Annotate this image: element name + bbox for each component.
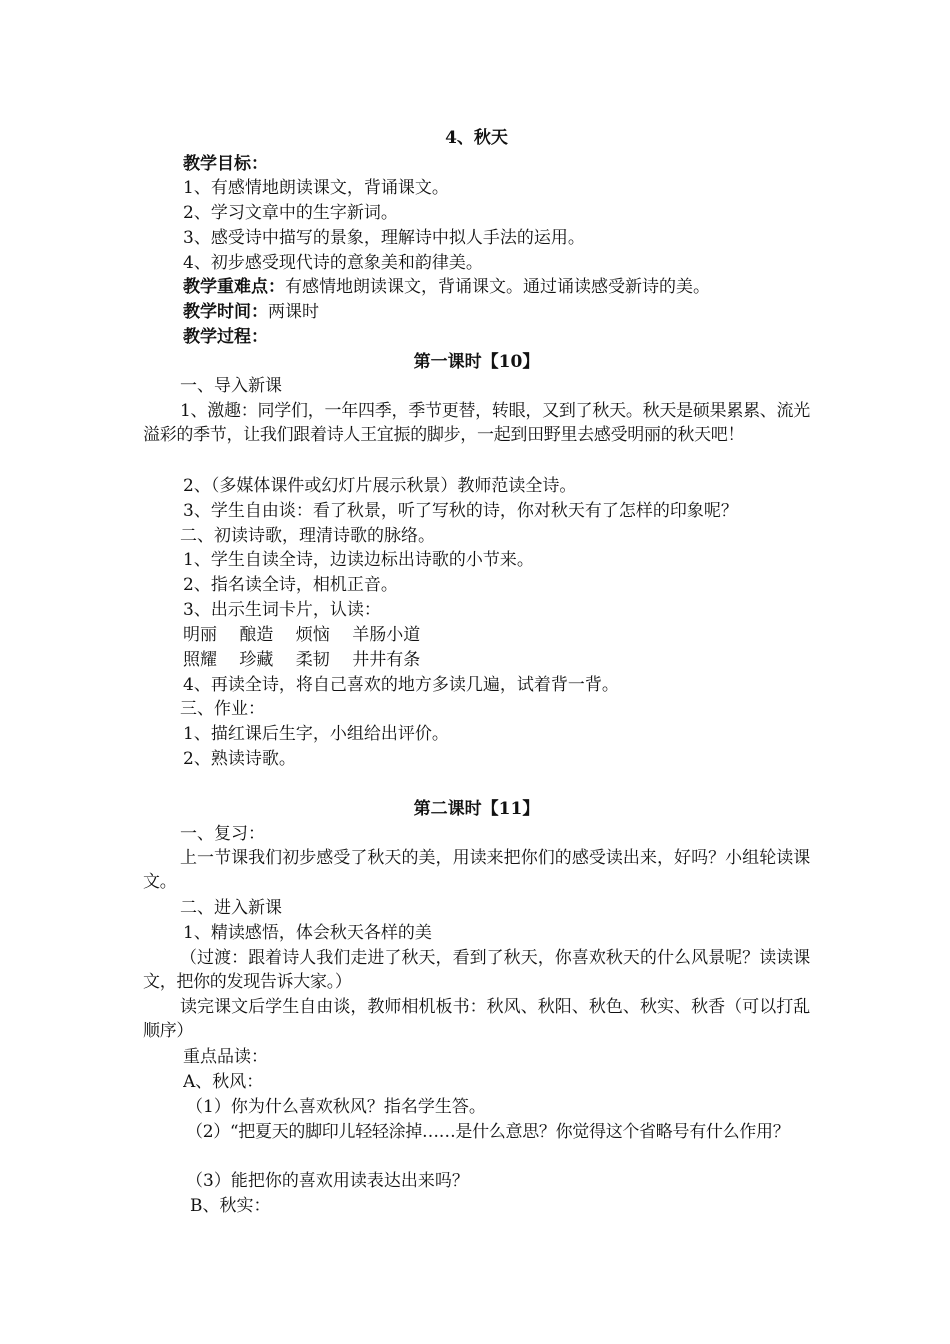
goal-item: 1、有感情地朗读课文，背诵课文。 [183, 178, 449, 198]
paragraph: 3、出示生词卡片，认读： [183, 600, 381, 620]
paragraph: 1、激趣：同学们，一年四季，季节更替，转眼，又到了秋天。秋天是硕果累累、流光溢彩的季节，让我们跟着诗人王宜振的脚步，一起到田野里去感受明丽的秋天吧！ [143, 401, 810, 445]
word-list: 照耀 珍藏 柔韧 井井有条 [183, 650, 421, 670]
question: （3）能把你的喜欢用读表达出来吗？ [186, 1171, 469, 1191]
key-points-text: 有感情地朗读课文，背诵课文。通过诵读感受新诗的美。 [285, 277, 710, 297]
key-points [183, 275, 850, 299]
subsection-heading: B、秋实： [190, 1196, 271, 1216]
teaching-time [183, 300, 850, 324]
paragraph: 读完课文后学生自由谈，教师相机板书：秋风、秋阳、秋色、秋实、秋香（可以打乱顺序） [143, 997, 810, 1041]
paragraph: （过渡：跟着诗人我们走进了秋天，看到了秋天，你喜欢秋天的什么风景呢？读读课文，把你的发现告诉大家。） [143, 948, 810, 992]
goal-item: 3、感受诗中描写的景象，理解诗中拟人手法的运用。 [183, 228, 585, 248]
section-heading: 二、进入新课 [180, 898, 282, 918]
goals-heading: 教学目标： [183, 154, 268, 174]
paragraph: 2、熟读诗歌。 [183, 749, 296, 769]
paragraph: 1、描红课后生字，小组给出评价。 [183, 724, 449, 744]
lesson1-heading: 第一课时【10】 [413, 352, 540, 372]
goal-item: 2、学习文章中的生字新词。 [183, 203, 398, 223]
question: （2）“把夏天的脚印儿轻轻涂掉……是什么意思？你觉得这个省略号有什么作用？ [186, 1122, 790, 1142]
section-heading: 一、导入新课 [180, 376, 282, 396]
lesson2-heading: 第二课时【11】 [413, 799, 540, 819]
word-list: 明丽 酿造 烦恼 羊肠小道 [183, 625, 421, 645]
paragraph: 上一节课我们初步感受了秋天的美，用读来把你们的感受读出来，好吗？小组轮读课文。 [143, 848, 810, 892]
paragraph: 3、学生自由谈：看了秋景，听了写秋的诗，你对秋天有了怎样的印象呢？ [183, 501, 738, 521]
paragraph: 2、指名读全诗，相机正音。 [183, 575, 398, 595]
teaching-time-text: 两课时 [268, 302, 319, 322]
paragraph: 重点品读： [183, 1047, 268, 1067]
subsection-heading: A、秋风： [183, 1072, 264, 1092]
section-heading: 三、作业： [180, 699, 265, 719]
question: （1）你为什么喜欢秋风？指名学生答。 [186, 1097, 486, 1117]
section-heading: 一、复习： [180, 824, 265, 844]
section-heading: 二、初读诗歌，理清诗歌的脉络。 [180, 526, 435, 546]
paragraph: 1、学生自读全诗，边读边标出诗歌的小节来。 [183, 550, 534, 570]
process-heading: 教学过程： [183, 327, 268, 347]
paragraph: 4、再读全诗，将自己喜欢的地方多读几遍，试着背一背。 [183, 675, 619, 695]
paragraph: 1、精读感悟，体会秋天各样的美 [183, 923, 432, 943]
teaching-time-label: 教学时间： [183, 302, 268, 322]
document-title: 4、秋天 [445, 128, 508, 148]
goal-item: 4、初步感受现代诗的意象美和韵律美。 [183, 253, 483, 273]
paragraph: 2、（多媒体课件或幻灯片展示秋景）教师范读全诗。 [183, 476, 577, 496]
key-points-label: 教学重难点： [183, 277, 285, 297]
